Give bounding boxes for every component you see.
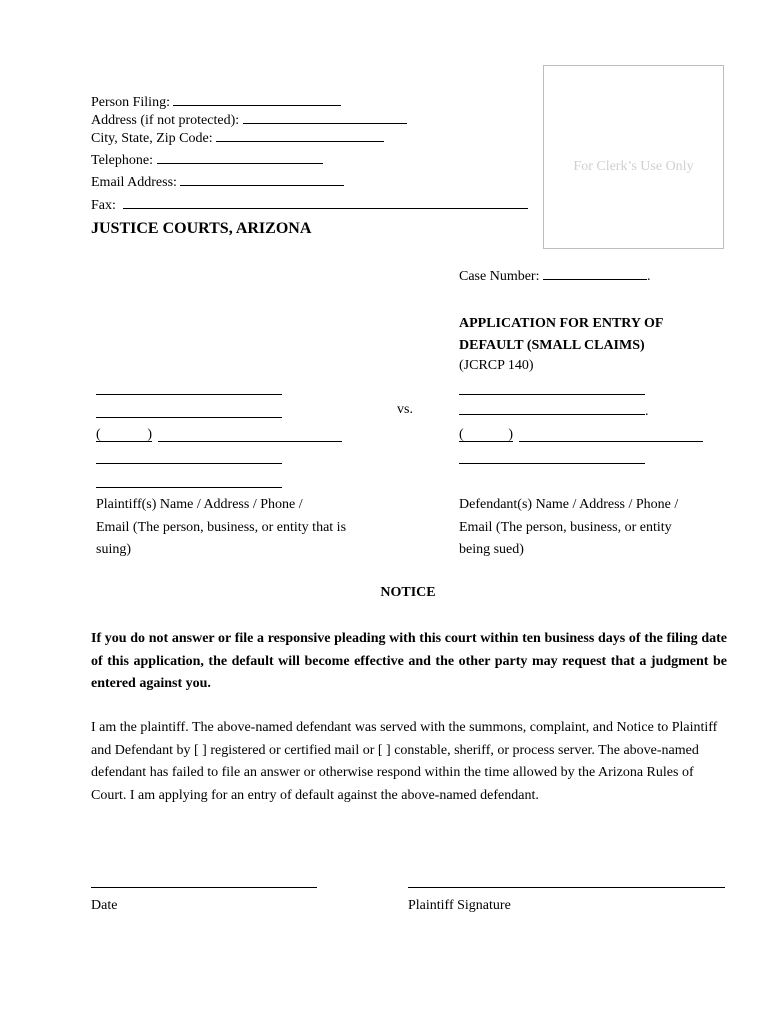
plaintiff-caption-line: Plaintiff(s) Name / Address / Phone / [96, 497, 303, 512]
plaintiff-caption [96, 494, 346, 562]
plaintiff-city-field[interactable] [96, 463, 282, 464]
paren-open: ( [459, 427, 464, 442]
defendant-phone-field[interactable] [519, 440, 703, 442]
title-line-1: APPLICATION FOR ENTRY OF [459, 316, 664, 331]
defendant-address-suffix: . [645, 404, 649, 419]
fax-label: Fax: [91, 198, 116, 213]
date-label: Date [91, 898, 118, 913]
city-state-zip-line [91, 130, 384, 148]
notice-warning: If you do not answer or file a responsive pleading with this court within ten business days of the filing date of this application, the default will become effective and the other party may request that a judgment be entered against you. [91, 631, 727, 691]
address-label: Address (if not protected): [91, 113, 240, 128]
defendant-email-field[interactable] [459, 463, 645, 464]
telephone-field[interactable] [157, 162, 323, 164]
plaintiff-caption-line: Email (The person, business, or entity that is [96, 519, 347, 535]
paren-close: ) [147, 427, 152, 442]
email-label: Email Address: [91, 175, 177, 190]
defendant-caption-line: being sued) [459, 542, 524, 557]
address-line [91, 112, 407, 130]
clerk-use-box [543, 65, 724, 249]
plaintiff-name-field[interactable] [96, 394, 282, 395]
paren-open: ( [96, 427, 101, 442]
title-line-2: DEFAULT (SMALL CLAIMS) [459, 338, 645, 353]
plaintiff-statement: I am the plaintiff. The above-named defendant was served with the summons, complaint, and Notice to Plaintiff and Defendant by [ ] registered or certified mail or [ ] constable, sheriff, or process server. The above-named defendant has failed to file an answer or otherwise respond within the time allowed by the Arizona Rules of Court. I am applying for an entry of default against the above-named defendant. [91, 720, 718, 803]
defendant-address-field[interactable] [459, 413, 645, 415]
case-number-line [459, 268, 650, 286]
defendant-name-field[interactable] [459, 394, 645, 395]
defendant-caption [459, 494, 678, 562]
fax-line [91, 197, 528, 215]
plaintiff-phone-field[interactable] [158, 440, 342, 442]
rule-reference: (JCRCP 140) [459, 358, 534, 373]
case-number-field[interactable] [543, 278, 647, 280]
plaintiff-phone-line [96, 426, 342, 448]
defendant-address-line [459, 403, 649, 421]
address-field[interactable] [243, 122, 407, 124]
plaintiff-email-field[interactable] [96, 487, 282, 488]
telephone-label: Telephone: [91, 153, 153, 168]
email-field[interactable] [180, 184, 344, 186]
case-number-label: Case Number: [459, 269, 540, 284]
person-filing-label: Person Filing: [91, 95, 170, 110]
court-name: JUSTICE COURTS, ARIZONA [91, 220, 312, 237]
defendant-phone-line [459, 426, 703, 448]
city-state-zip-label: City, State, Zip Code: [91, 131, 213, 146]
versus-label: vs. [397, 402, 413, 417]
city-state-zip-field[interactable] [216, 140, 384, 142]
defendant-caption-line: Defendant(s) Name / Address / Phone / [459, 497, 679, 512]
document-title [459, 313, 663, 357]
plaintiff-address-field[interactable] [96, 417, 282, 418]
plaintiff-signature-label: Plaintiff Signature [408, 898, 511, 913]
person-filing-field[interactable] [173, 104, 341, 106]
fax-field[interactable] [123, 207, 528, 209]
notice-heading: NOTICE [380, 585, 436, 600]
telephone-line [91, 152, 323, 170]
defendant-area-code-field[interactable] [459, 426, 513, 442]
date-field[interactable] [91, 887, 317, 888]
clerk-use-label: For Clerk’s Use Only [573, 159, 694, 174]
person-filing-line [91, 94, 341, 112]
paren-close: ) [508, 427, 513, 442]
case-number-suffix: . [646, 269, 651, 284]
plaintiff-caption-line: suing) [96, 542, 131, 557]
defendant-caption-line: Email (The person, business, or entity [459, 519, 672, 535]
email-line [91, 174, 344, 192]
plaintiff-signature-field[interactable] [408, 887, 725, 888]
plaintiff-area-code-field[interactable] [96, 426, 152, 442]
